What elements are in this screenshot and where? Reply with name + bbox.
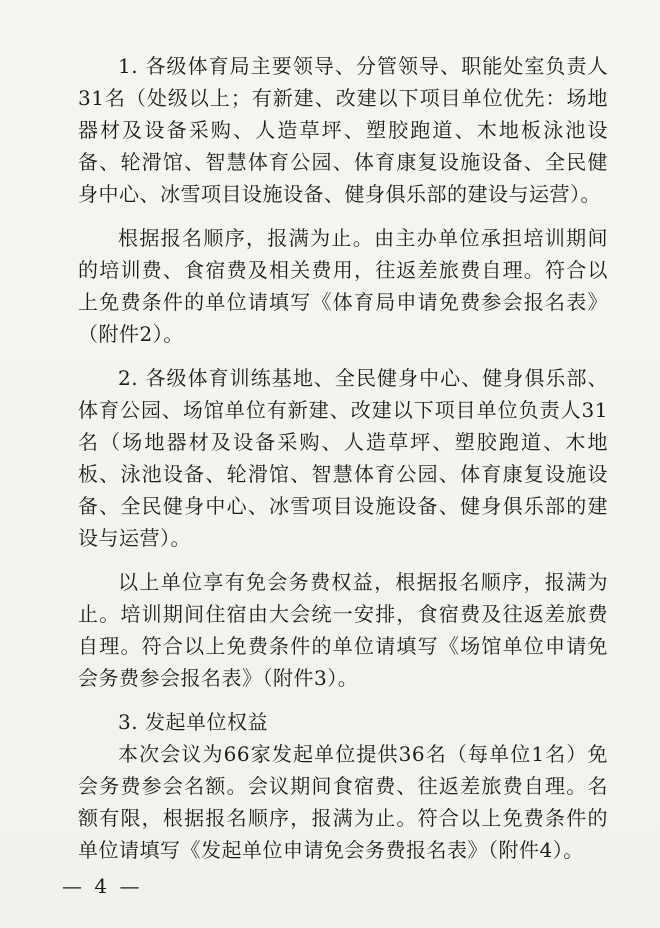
page-number: — 4 —: [62, 874, 143, 898]
paragraph-venues-quota: 2. 各级体育训练基地、全民健身中心、健身俱乐部、体育公园、场馆单位有新建、改建以下项目单位负责人31名（场地器材及设备采购、人造草坪、塑胶跑道、木地板、泳池设备、轮滑馆、智慧体育公园、体育康复设施设备、全民健身中心、冰雪项目设施设备、健身俱乐部的建设与运营）。: [78, 366, 608, 550]
paragraph-registration-note-2: 以上单位享有免会务费权益，根据报名顺序，报满为止。培训期间住宿由大会统一安排，食宿费及往返差旅费自理。符合以上免费条件的单位请填写《场馆单位申请免会务费参会报名表》（附件3）。: [78, 570, 608, 690]
paragraph-officials-quota: 1. 各级体育局主要领导、分管领导、职能处室负责人31名（处级以上；有新建、改建以下项目单位优先：场地器材及设备采购、人造草坪、塑胶跑道、木地板泳池设备、轮滑馆、智慧体育公园、体育康复设施设备、全民健身中心、冰雪项目设施设备、健身俱乐部的建设与运营）。: [78, 54, 608, 206]
paragraph-sponsor-rights: 本次会议为66家发起单位提供36名（每单位1名）免会务费参会名额。会议期间食宿费、往返差旅费自理。名额有限，根据报名顺序，报满为止。符合以上免费条件的单位请填写《发起单位申请免会务费报名表》（附件4）。: [78, 742, 608, 862]
paragraph-registration-note-1: 根据报名顺序，报满为止。由主办单位承担培训期间的培训费、食宿费及相关费用，往返差旅费自理。符合以上免费条件的单位请填写《体育局申请免费参会报名表》（附件2）。: [78, 226, 608, 346]
paragraph-sponsor-heading: 3. 发起单位权益: [118, 710, 268, 734]
document-body: [78, 50, 608, 866]
